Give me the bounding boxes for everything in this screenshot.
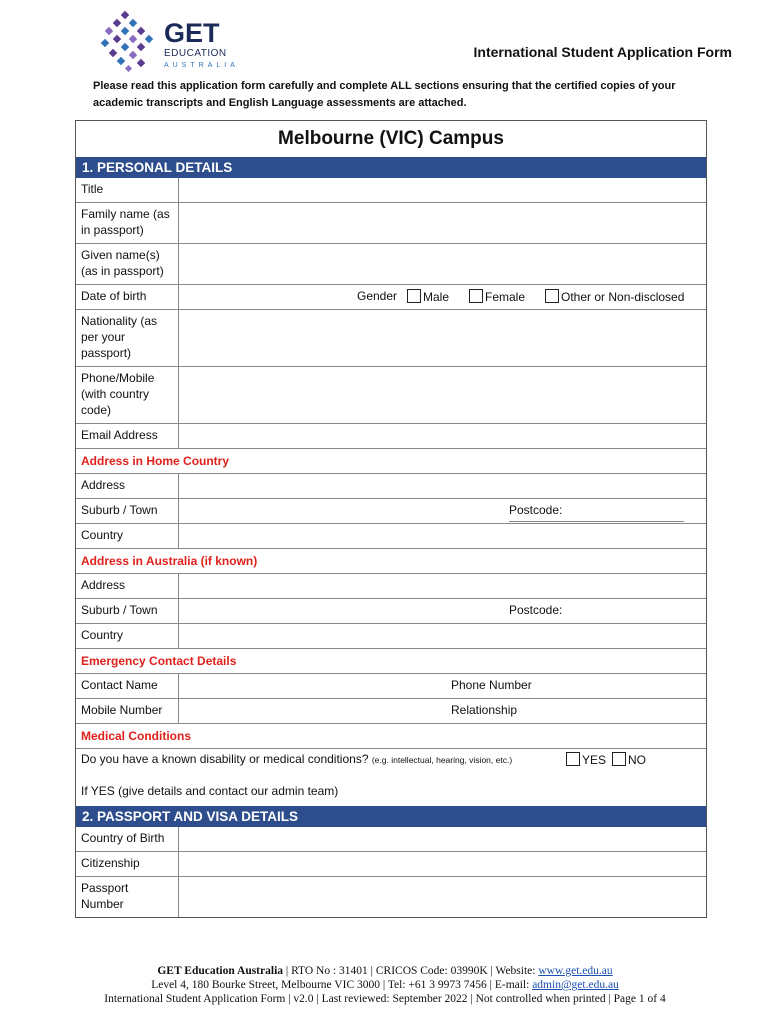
aus-address-header: Address in Australia (if known)	[76, 548, 706, 573]
label-mobile-number: Mobile Number	[76, 699, 179, 723]
label-dob: Date of birth	[76, 285, 179, 309]
row-home-address	[76, 473, 706, 498]
aus-address-field[interactable]	[179, 574, 706, 598]
row-passport-number	[76, 876, 706, 917]
dob-field[interactable]	[179, 285, 706, 309]
intro-text: Please read this application form carefully and complete ALL sections ensuring that the certified copies of your academic transcripts and English Language assessments are attached.	[93, 80, 676, 109]
row-contact-name	[76, 673, 706, 698]
row-home-suburb	[76, 498, 706, 523]
footer-email-link[interactable]: admin@get.edu.au	[532, 979, 619, 991]
relationship-label: Relationship	[451, 703, 518, 717]
row-title	[76, 178, 706, 202]
row-citizenship	[76, 851, 706, 876]
phone-number-label: Phone Number	[451, 678, 532, 692]
medical-yes[interactable]: YES	[566, 752, 606, 767]
given-names-field[interactable]	[179, 244, 706, 284]
gender-female[interactable]: Female	[469, 289, 525, 304]
page-footer	[0, 964, 770, 1006]
logo-dots	[101, 11, 153, 72]
home-country-field[interactable]	[179, 524, 706, 548]
home-address-field[interactable]	[179, 474, 706, 498]
aus-country-field[interactable]	[179, 624, 706, 648]
section-passport-visa: 2. PASSPORT AND VISA DETAILS	[76, 806, 706, 827]
row-nationality	[76, 309, 706, 366]
medical-header: Medical Conditions	[76, 723, 706, 748]
gender-label: Gender	[357, 289, 398, 303]
medical-if-yes: If YES (give details and contact our admin team)	[81, 784, 339, 798]
email-field[interactable]	[179, 424, 706, 448]
emergency-header: Emergency Contact Details	[76, 648, 706, 673]
row-aus-suburb	[76, 598, 706, 623]
nationality-field[interactable]	[179, 310, 706, 366]
application-form	[75, 120, 707, 918]
label-aus-country: Country	[76, 624, 179, 648]
phone-field[interactable]	[179, 367, 706, 423]
label-aus-address: Address	[76, 574, 179, 598]
label-family-name: Family name (as in passport)	[76, 203, 179, 243]
svg-text:AUSTRALIA: AUSTRALIA	[164, 62, 239, 69]
home-postcode-line[interactable]	[509, 521, 684, 522]
home-address-header: Address in Home Country	[76, 448, 706, 473]
medical-no[interactable]: NO	[612, 752, 646, 767]
footer-website-link[interactable]: www.get.edu.au	[538, 965, 613, 977]
row-aus-address	[76, 573, 706, 598]
svg-text:EDUCATION: EDUCATION	[164, 48, 227, 59]
row-dob	[76, 284, 706, 309]
passport-number-field[interactable]	[179, 877, 706, 917]
label-home-suburb: Suburb / Town	[76, 499, 179, 523]
family-name-field[interactable]	[179, 203, 706, 243]
gender-other[interactable]: Other or Non-disclosed	[545, 289, 684, 304]
gender-male[interactable]: Male	[407, 289, 449, 304]
label-aus-suburb: Suburb / Town	[76, 599, 179, 623]
row-email	[76, 423, 706, 448]
citizenship-field[interactable]	[179, 852, 706, 876]
medical-question: Do you have a known disability or medical conditions?	[81, 752, 369, 766]
row-mobile-number	[76, 698, 706, 723]
label-passport-number: Passport Number	[76, 877, 179, 917]
aus-suburb-field[interactable]	[179, 599, 706, 623]
label-citizenship: Citizenship	[76, 852, 179, 876]
medical-block	[76, 748, 706, 806]
country-of-birth-field[interactable]	[179, 827, 706, 851]
label-home-country: Country	[76, 524, 179, 548]
label-home-address: Address	[76, 474, 179, 498]
row-family-name	[76, 202, 706, 243]
medical-examples: (e.g. intellectual, hearing, vision, etc.)	[371, 755, 513, 765]
row-home-country	[76, 523, 706, 548]
campus-title: Melbourne (VIC) Campus	[278, 128, 504, 149]
footer-org: GET Education Australia	[157, 965, 284, 977]
row-given-names	[76, 243, 706, 284]
row-country-of-birth	[76, 827, 706, 851]
checkbox-other[interactable]	[545, 289, 559, 303]
home-suburb-field[interactable]	[179, 499, 706, 523]
checkbox-male[interactable]	[407, 289, 421, 303]
mobile-number-field[interactable]	[179, 699, 706, 723]
get-education-logo	[100, 10, 245, 75]
contact-name-field[interactable]	[179, 674, 706, 698]
label-given-names: Given name(s) (as in passport)	[76, 244, 179, 284]
form-title: International Student Application Form	[473, 44, 732, 60]
label-email: Email Address	[76, 424, 179, 448]
footer-line-3: International Student Application Form | v2.0 | Last reviewed: September 2022 | Not controlled when printed | Page 1 of 4	[104, 993, 666, 1005]
label-title: Title	[76, 178, 179, 202]
checkbox-no[interactable]	[612, 752, 626, 766]
label-nationality: Nationality (as per your passport)	[76, 310, 179, 366]
aus-postcode-label: Postcode:	[509, 603, 563, 617]
footer-line-2: Level 4, 180 Bourke Street, Melbourne VIC 3000 | Tel: +61 3 9973 7456 | E-mail: admin@get.edu.au	[151, 979, 619, 991]
checkbox-female[interactable]	[469, 289, 483, 303]
row-phone	[76, 366, 706, 423]
checkbox-yes[interactable]	[566, 752, 580, 766]
row-aus-country	[76, 623, 706, 648]
footer-line-1: GET Education Australia | RTO No : 31401 | CRICOS Code: 03990K | Website: www.get.edu.au	[157, 965, 613, 977]
label-phone: Phone/Mobile (with country code)	[76, 367, 179, 423]
label-contact-name: Contact Name	[76, 674, 179, 698]
section-personal-details: 1. PERSONAL DETAILS	[76, 157, 706, 178]
logo-text: GET	[164, 18, 220, 48]
title-field[interactable]	[179, 178, 706, 202]
label-country-of-birth: Country of Birth	[76, 827, 179, 851]
home-postcode-label: Postcode:	[509, 503, 563, 517]
